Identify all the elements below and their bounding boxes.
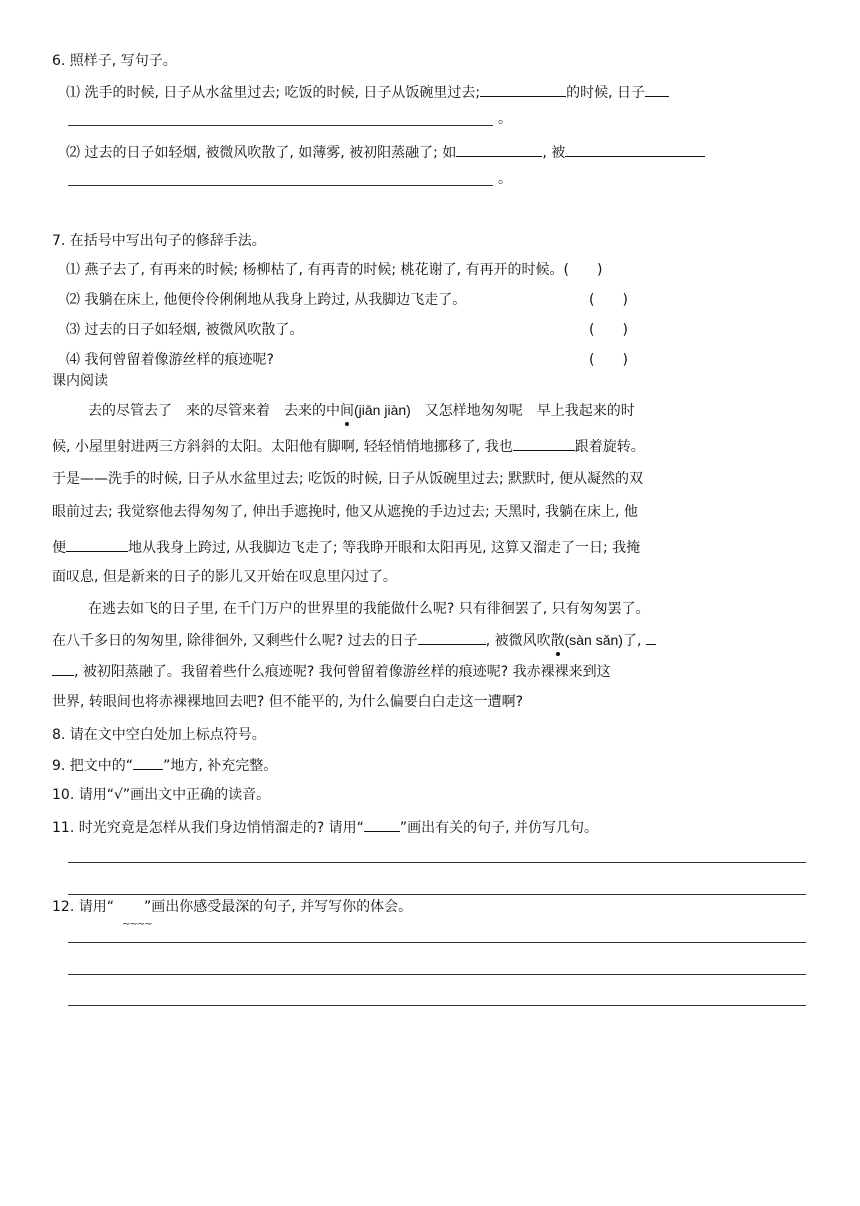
q6-item-2-text-b: , 被 (542, 145, 566, 161)
answer-paren[interactable]: ( ) (589, 352, 628, 368)
answer-paren[interactable]: ( ) (589, 292, 628, 308)
answer-blank[interactable] (513, 436, 575, 451)
q9-text-a: 9. 把文中的“ (52, 758, 134, 774)
q10-text: 10. 请用“√”画出文中正确的读音。 (52, 787, 271, 803)
passage-line: 眼前过去; 我觉察他去得匆匆了, 伸出手遮挽时, 他又从遮挽的手边过去; 天黑时, 我躺在床上, 他 (52, 504, 638, 520)
pinyin-choice[interactable]: (sàn sǎn) (564, 632, 623, 648)
underline-sample (133, 755, 163, 770)
q6-item-1 (66, 82, 669, 102)
q9-text-b: ”地方, 补充完整。 (163, 758, 278, 774)
passage-text: 候, 小屋里射进两三方斜斜的太阳。太阳他有脚啊, 轻轻悄悄地挪移了, 我也 (52, 439, 513, 455)
q7-item-3: ⑶ 过去的日子如轻烟, 被微风吹散了。 (66, 322, 304, 338)
pinyin-choice[interactable]: (jiān jiàn) (354, 402, 411, 418)
passage-line (52, 436, 645, 456)
passage-text: 地从我身上跨过, 从我脚边飞走了; 等我睁开眼和太阳再见, 这算又溜走了一日; 我掩 (128, 540, 641, 556)
wavy-underline-sample: ~~~~ (122, 919, 152, 930)
answer-line[interactable] (68, 125, 493, 126)
q7-title: 7. 在括号中写出句子的修辞手法。 (52, 233, 266, 249)
dotted-char: 散 (550, 633, 565, 649)
passage-text: 去的尽管去了 来的尽管来着 去来的中 (88, 403, 340, 419)
answer-blank[interactable] (52, 661, 74, 676)
answer-blank[interactable] (66, 537, 128, 552)
q8-text: 8. 请在文中空白处加上标点符号。 (52, 727, 266, 743)
passage-text: , 被初阳蒸融了。我留着些什么痕迹呢? 我何曾留着像游丝样的痕迹呢? 我赤裸裸来到这 (74, 664, 611, 680)
passage-line: 在逃去如飞的日子里, 在千门万户的世界里的我能做什么呢? 只有徘徊罢了, 只有匆匆罢了。 (88, 601, 650, 617)
answer-line[interactable] (68, 894, 806, 895)
q6-item-2-text-a: ⑵ 过去的日子如轻烟, 被微风吹散了, 如薄雾, 被初阳蒸融了; 如 (66, 145, 457, 161)
q7-item-4: ⑷ 我何曾留着像游丝样的痕迹呢? (66, 352, 274, 368)
q6-item-1-text-a: ⑴ 洗手的时候, 日子从水盆里过去; 吃饭的时候, 日子从饭碗里过去; (66, 85, 481, 101)
passage-line: 于是——洗手的时候, 日子从水盆里过去; 吃饭的时候, 日子从饭碗里过去; 默默时, 便从凝然的双 (52, 471, 644, 487)
q7-item-2: ⑵ 我躺在床上, 他便伶伶俐俐地从我身上跨过, 从我脚边飞走了。 (66, 292, 467, 308)
answer-blank[interactable] (480, 82, 566, 97)
passage-text: 跟着旋转。 (574, 439, 645, 455)
q6-title: 6. 照样子, 写句子。 (52, 53, 177, 69)
passage-text: , 被微风吹 (485, 633, 551, 649)
q11-text-a: 11. 时光究竟是怎样从我们身边悄悄溜走的? 请用“ (52, 820, 364, 836)
answer-blank[interactable] (456, 142, 542, 157)
reading-heading: 课内阅读 (52, 373, 108, 389)
answer-blank[interactable] (646, 630, 656, 645)
passage-text: 便 (52, 540, 66, 556)
passage-line (52, 630, 656, 650)
passage-line: 面叹息, 但是新来的日子的影儿又开始在叹息里闪过了。 (52, 569, 397, 585)
answer-blank[interactable] (645, 82, 669, 97)
q11-text (52, 817, 598, 837)
q12-text-b: ”画出你感受最深的句子, 并写写你的体会。 (143, 899, 413, 915)
q6-item-2 (66, 142, 705, 162)
q6-item-2-end: 。 (498, 171, 512, 187)
dotted-char: 间 (340, 403, 354, 419)
answer-line[interactable] (68, 185, 493, 186)
q6-item-1-text-b: 的时候, 日子 (566, 85, 646, 101)
passage-text: 了, (622, 633, 646, 649)
passage-line: 世界, 转眼间也将赤裸裸地回去吧? 但不能平的, 为什么偏要白白走这一遭啊? (52, 694, 524, 710)
underline-sample (364, 817, 400, 832)
passage-text: 在八千多日的匆匆里, 除徘徊外, 又剩些什么呢? 过去的日子 (52, 633, 418, 649)
answer-line[interactable] (68, 942, 806, 943)
q11-text-b: ”画出有关的句子, 并仿写几句。 (399, 820, 599, 836)
answer-line[interactable] (68, 1005, 806, 1006)
answer-line[interactable] (68, 974, 806, 975)
answer-paren[interactable]: ( ) (589, 322, 628, 338)
passage-text: 又怎样地匆匆呢 早上我起来的时 (410, 403, 635, 419)
answer-blank[interactable] (418, 630, 486, 645)
q12-text-a: 12. 请用“ (52, 899, 114, 915)
q7-item-1: ⑴ 燕子去了, 有再来的时候; 杨柳枯了, 有再青的时候; 桃花谢了, 有再开的时候。( ) (66, 262, 603, 278)
q9-text (52, 755, 277, 775)
q12-text (52, 898, 412, 916)
passage-line (52, 537, 640, 557)
answer-blank[interactable] (565, 142, 705, 157)
passage-line (88, 401, 635, 420)
answer-line[interactable] (68, 862, 806, 863)
passage-line (52, 661, 611, 681)
q6-item-1-end: 。 (498, 111, 512, 127)
